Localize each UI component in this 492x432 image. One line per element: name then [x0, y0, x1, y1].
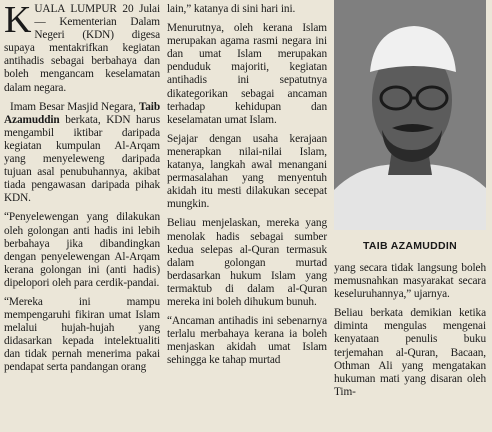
portrait-photo-icon — [334, 0, 486, 230]
paragraph: “Mereka ini mampu mempengaruhi fikiran umat Islam melalui hujah-hujah yang didasarkan kepada intelektualiti dan tidak pernah menerima pakai pendapat serta pandangan orang — [4, 295, 160, 374]
paragraph: “Penyelewengan yang dilakukan oleh golongan anti hadis ini lebih berbahaya jika dibandingkan dengan penyelewengan Al-Arqam kerana golongan ini (anti hadis) dipelopori oleh para cerdik-pandai. — [4, 211, 160, 289]
paragraph: Menurutnya, oleh kerana Islam merupakan agama rasmi negara ini dan umat Islam merupakan penduduk majoriti, kegiatan antihadis ini sepatutnya dikategorikan sebagai ancaman terhadap kehidupan dan keselamatan umat Islam. — [167, 22, 327, 126]
portrait-photo — [334, 0, 492, 232]
paragraph: yang secara tidak langsung boleh memusnahkan masyarakat secara keseluruhannya,” ujarnya. — [334, 262, 486, 301]
paragraph — [4, 101, 160, 206]
paragraph: lain,” katanya di sini hari ini. — [167, 3, 296, 15]
drop-cap: K — [4, 0, 32, 41]
person-name: Taib Azamuddin — [4, 100, 160, 126]
paragraph: Beliau menjelaskan, mereka yang menolak hadis sebagai sumber kedua selepas al-Quran termasuk dalam golongan murtad berdasarkan hukum Islam yang termaktub di dalam al-Quran mereka ini boleh dihukum bunuh. — [167, 217, 327, 308]
article-column-3 — [334, 262, 486, 405]
photo-caption: TAIB AZAMUDDIN — [362, 240, 458, 252]
paragraph: Beliau berkata demikian ketika diminta mengulas mengenai kenyataan penulis buku terjemahan al-Quran, Bacaan, Othman Ali yang mengatakan hukuman mati yang disaran oleh Tim- — [334, 307, 486, 398]
paragraph-text: berkata, KDN harus mengambil iktibar daripada kegiatan kumpulan Al-Arqam yang menyeleweng daripada tujuan asal penubuhannya, akibat tiada pengawasan daripada pihak KDN. — [4, 113, 161, 205]
paragraph-lead: Imam Besar Masjid Negara, — [10, 100, 136, 113]
paragraph: Sejajar dengan usaha kerajaan menerapkan nilai-nilai Islam, katanya, langkah awal menangani permasalahan yang menyentuh akidah itu mesti dilakukan secepat mungkin. — [167, 132, 327, 211]
lead-text: UALA LUMPUR 20 Julai — Kementerian Dalam Negeri (KDN) digesa supaya mentakrifkan kegiatan antihadis sebagai berbahaya dan boleh mengancam keselamatan dalam negara. — [4, 3, 160, 94]
paragraph: “Ancaman antihadis ini sebenarnya terlalu merbahaya kerana ia boleh menjaskan akidah umat Islam sehingga ke tahap murtad — [167, 315, 327, 367]
article-column-2 — [167, 3, 327, 373]
lead-paragraph — [4, 0, 160, 95]
article-column-1 — [4, 0, 161, 381]
